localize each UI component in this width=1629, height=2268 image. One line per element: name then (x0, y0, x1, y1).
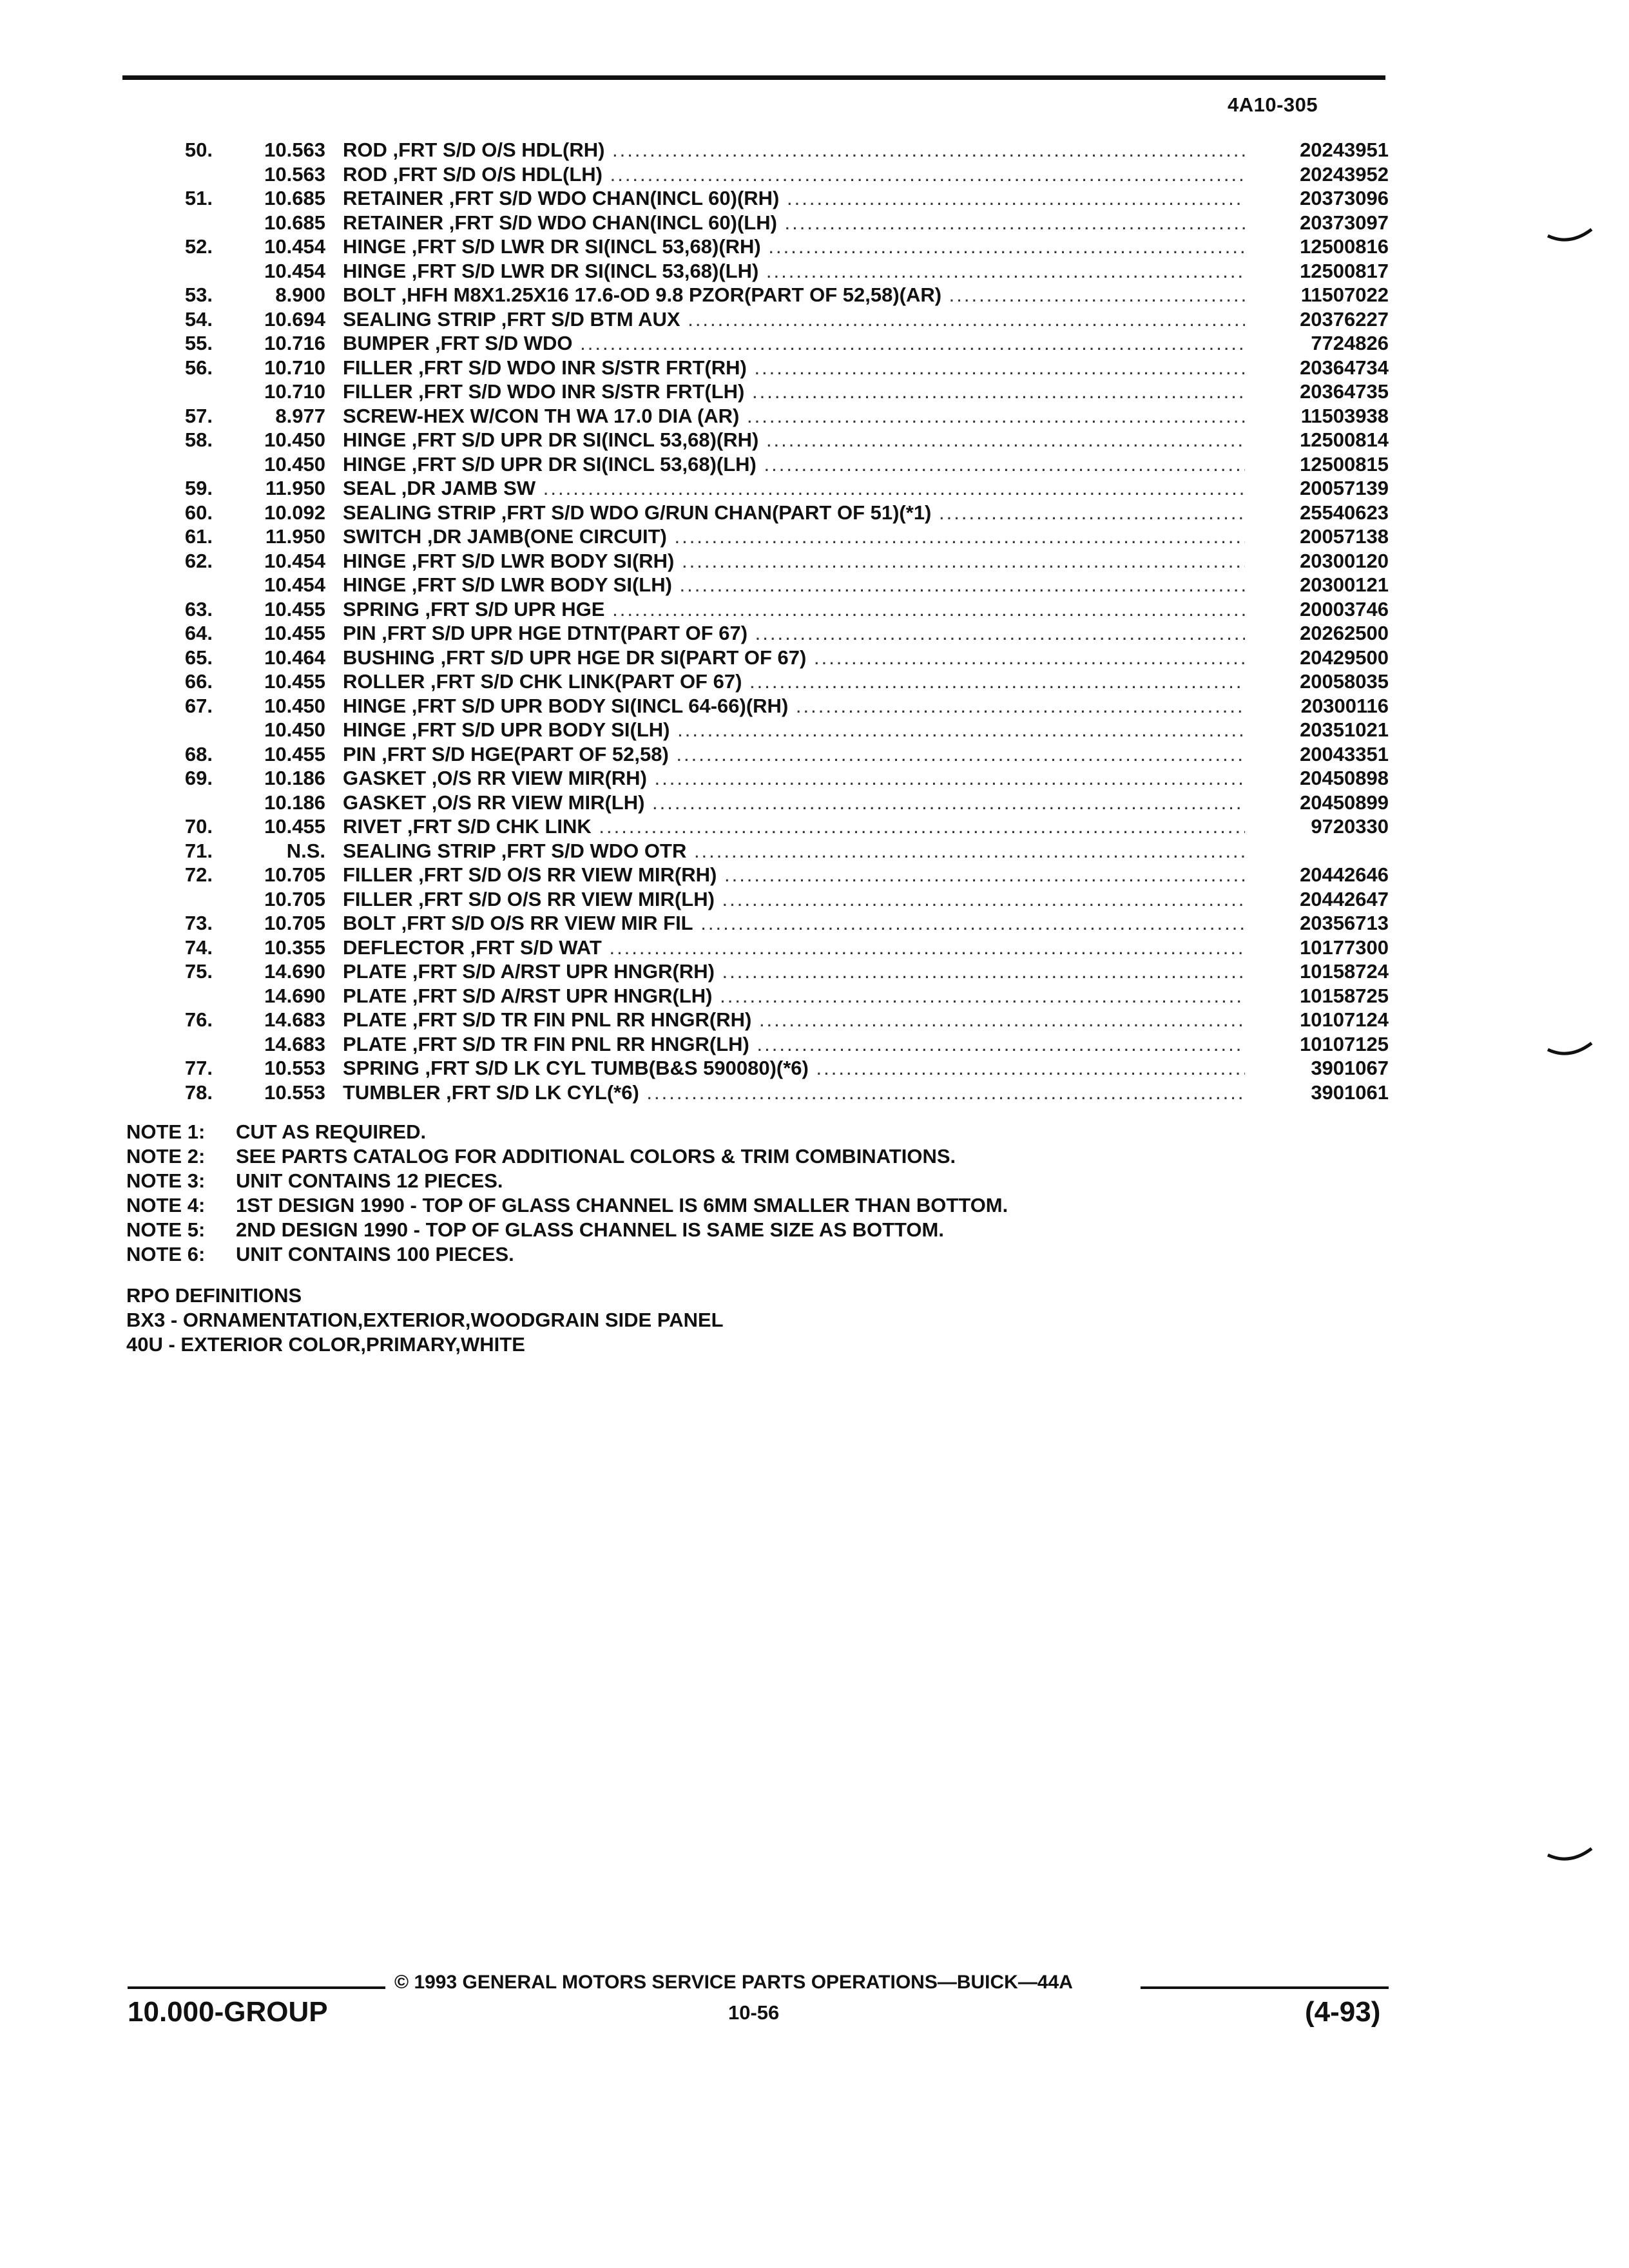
binder-tick-mark (1547, 1846, 1593, 1864)
part-number: 20373096 (1247, 186, 1389, 211)
item-number: 55. (184, 332, 213, 354)
note-line (126, 1169, 1351, 1193)
part-description: FILLER ,FRT S/D O/S RR VIEW MIR(RH) ..... (343, 863, 1245, 887)
part-description: ROLLER ,FRT S/D CHK LINK(PART OF 67) ..... (343, 669, 1245, 694)
part-description: HINGE ,FRT S/D LWR DR SI(INCL 53,68)(RH) ..... (343, 235, 1245, 259)
group-number: 8.900 (275, 284, 325, 306)
group-number: 10.455 (264, 670, 325, 693)
part-row (0, 235, 1629, 259)
item-number: 56. (184, 356, 213, 379)
group-number: 10.705 (264, 863, 325, 886)
part-row (0, 211, 1629, 235)
note-line (126, 1144, 1351, 1169)
part-row (0, 573, 1629, 597)
part-description: RIVET ,FRT S/D CHK LINK ..... (343, 814, 1245, 839)
part-number: 10158725 (1247, 984, 1389, 1008)
part-number: 25540623 (1247, 501, 1389, 525)
group-number: 10.455 (264, 597, 325, 620)
part-number: 20376227 (1247, 307, 1389, 332)
part-row (0, 1081, 1629, 1105)
part-description: BUSHING ,FRT S/D UPR HGE DR SI(PART OF 67) ..... (343, 646, 1245, 670)
part-number: 9720330 (1247, 814, 1389, 839)
item-number: 60. (184, 501, 213, 524)
note-text: 1ST DESIGN 1990 - TOP OF GLASS CHANNEL IS 6MM SMALLER THAN BOTTOM. (236, 1194, 1008, 1216)
part-description: HINGE ,FRT S/D LWR BODY SI(LH) ..... (343, 573, 1245, 597)
part-number: 20243951 (1247, 138, 1389, 162)
part-row (0, 162, 1629, 187)
note-tag: NOTE 1: (126, 1120, 206, 1143)
item-number: 57. (184, 404, 213, 427)
part-row (0, 718, 1629, 742)
part-row (0, 186, 1629, 211)
part-number: 20243952 (1247, 162, 1389, 187)
group-number: 10.450 (264, 428, 325, 451)
item-number: 51. (184, 187, 213, 209)
group-label: 10.000-GROUP (128, 1996, 328, 2028)
part-description: DEFLECTOR ,FRT S/D WAT ..... (343, 936, 1245, 960)
part-row (0, 138, 1629, 162)
part-description: BOLT ,FRT S/D O/S RR VIEW MIR FIL ..... (343, 911, 1245, 936)
item-number: 62. (184, 549, 213, 572)
part-number: 10107124 (1247, 1008, 1389, 1032)
part-description: HINGE ,FRT S/D UPR DR SI(INCL 53,68)(RH) ..... (343, 428, 1245, 452)
note-line (126, 1242, 1351, 1267)
part-number: 3901067 (1247, 1056, 1389, 1081)
group-number: 10.694 (264, 307, 325, 331)
part-number: 20450898 (1247, 766, 1389, 791)
part-number: 20300120 (1247, 549, 1389, 573)
part-description: FILLER ,FRT S/D O/S RR VIEW MIR(LH) ..... (343, 887, 1245, 912)
group-number: 11.950 (265, 477, 325, 499)
part-description: SEALING STRIP ,FRT S/D WDO G/RUN CHAN(PART OF 51)(*1) ..... (343, 501, 1245, 525)
part-number: 20364734 (1247, 356, 1389, 380)
part-description: SPRING ,FRT S/D UPR HGE ..... (343, 597, 1245, 622)
group-number: 10.563 (264, 139, 325, 161)
item-number: 53. (184, 284, 213, 306)
part-row (0, 307, 1629, 332)
note-tag: NOTE 3: (126, 1169, 206, 1192)
part-row (0, 1056, 1629, 1081)
item-number: 74. (184, 936, 213, 959)
part-row (0, 791, 1629, 815)
note-line (126, 1218, 1351, 1242)
item-number: 52. (184, 235, 213, 258)
part-row (0, 597, 1629, 622)
group-number: 14.683 (264, 1032, 325, 1055)
part-number: 20058035 (1247, 669, 1389, 694)
part-number: 20356713 (1247, 911, 1389, 936)
group-number: 10.455 (264, 622, 325, 644)
part-row (0, 404, 1629, 428)
part-number: 11503938 (1247, 404, 1389, 428)
note-tag: NOTE 6: (126, 1243, 206, 1265)
group-number: 10.454 (264, 573, 325, 596)
group-number: 11.950 (265, 525, 325, 548)
part-number: 20057138 (1247, 524, 1389, 549)
note-tag: NOTE 5: (126, 1218, 206, 1241)
part-description: GASKET ,O/S RR VIEW MIR(RH) ..... (343, 766, 1245, 791)
group-number: 10.455 (264, 815, 325, 838)
group-number: 10.710 (264, 380, 325, 403)
part-row (0, 524, 1629, 549)
item-number: 73. (184, 912, 213, 934)
part-description: HINGE ,FRT S/D LWR BODY SI(RH) ..... (343, 549, 1245, 573)
part-row (0, 259, 1629, 284)
item-number: 76. (184, 1008, 213, 1031)
part-row (0, 646, 1629, 670)
note-text: CUT AS REQUIRED. (236, 1120, 427, 1143)
item-number: 70. (184, 815, 213, 838)
part-description: HINGE ,FRT S/D UPR DR SI(INCL 53,68)(LH) ..... (343, 452, 1245, 477)
part-row (0, 356, 1629, 380)
note-line (126, 1193, 1351, 1218)
part-row (0, 283, 1629, 307)
part-description: PLATE ,FRT S/D TR FIN PNL RR HNGR(LH) ..... (343, 1032, 1245, 1057)
part-description: FILLER ,FRT S/D WDO INR S/STR FRT(LH) ..... (343, 380, 1245, 404)
page-number: 10-56 (728, 2001, 780, 2024)
part-number: 20450899 (1247, 791, 1389, 815)
part-description: RETAINER ,FRT S/D WDO CHAN(INCL 60)(RH) ..... (343, 186, 1245, 211)
note-text: UNIT CONTAINS 12 PIECES. (236, 1169, 503, 1192)
part-description: HINGE ,FRT S/D UPR BODY SI(LH) ..... (343, 718, 1245, 742)
item-number: 59. (184, 477, 213, 499)
part-description: PLATE ,FRT S/D A/RST UPR HNGR(LH) ..... (343, 984, 1245, 1008)
part-description: SCREW-HEX W/CON TH WA 17.0 DIA (AR) ..... (343, 404, 1245, 428)
note-line (126, 1120, 1351, 1144)
note-tag: NOTE 2: (126, 1145, 206, 1168)
group-number: 10.186 (264, 767, 325, 789)
part-description: PIN ,FRT S/D HGE(PART OF 52,58) ..... (343, 742, 1245, 767)
part-description: SEAL ,DR JAMB SW ..... (343, 476, 1245, 501)
part-row (0, 814, 1629, 839)
group-number: 10.553 (264, 1057, 325, 1079)
note-text: UNIT CONTAINS 100 PIECES. (236, 1243, 514, 1265)
part-row (0, 742, 1629, 767)
part-description: TUMBLER ,FRT S/D LK CYL(*6) ..... (343, 1081, 1245, 1105)
part-number: 20442647 (1247, 887, 1389, 912)
footer-rule-left (128, 1986, 385, 1989)
part-row (0, 452, 1629, 477)
group-number: 10.450 (264, 452, 325, 476)
item-number: 58. (184, 428, 213, 451)
part-number: 12500817 (1247, 259, 1389, 284)
item-number: 71. (184, 839, 213, 862)
note-tag: NOTE 4: (126, 1194, 206, 1216)
part-number: 20300121 (1247, 573, 1389, 597)
part-number: 7724826 (1247, 331, 1389, 356)
part-row (0, 428, 1629, 452)
part-row (0, 621, 1629, 646)
group-number: 10.464 (264, 646, 325, 669)
rpo-item: 40U - EXTERIOR COLOR,PRIMARY,WHITE (126, 1333, 525, 1356)
part-description: RETAINER ,FRT S/D WDO CHAN(INCL 60)(LH) ..... (343, 211, 1245, 235)
group-number: 10.553 (264, 1081, 325, 1104)
item-number: 75. (184, 960, 213, 983)
part-number: 3901061 (1247, 1081, 1389, 1105)
group-number: N.S. (286, 839, 325, 862)
part-row (0, 911, 1629, 936)
part-row (0, 501, 1629, 525)
item-number: 69. (184, 767, 213, 789)
date-code: (4-93) (1305, 1996, 1381, 2028)
part-number: 20300116 (1247, 694, 1389, 718)
group-number: 10.186 (264, 791, 325, 814)
part-row (0, 959, 1629, 984)
part-number: 20442646 (1247, 863, 1389, 887)
part-description: HINGE ,FRT S/D UPR BODY SI(INCL 64-66)(RH) ..... (343, 694, 1245, 718)
group-number: 10.705 (264, 912, 325, 934)
part-description: SPRING ,FRT S/D LK CYL TUMB(B&S 590080)(*6) ..... (343, 1056, 1245, 1081)
item-number: 66. (184, 670, 213, 693)
part-number: 20003746 (1247, 597, 1389, 622)
part-row (0, 839, 1629, 863)
part-number: 11507022 (1247, 283, 1389, 307)
part-number: 20057139 (1247, 476, 1389, 501)
part-number: 10158724 (1247, 959, 1389, 984)
group-number: 10.454 (264, 235, 325, 258)
group-number: 10.454 (264, 259, 325, 282)
notes-section (126, 1120, 1351, 1267)
part-description: FILLER ,FRT S/D WDO INR S/STR FRT(RH) ..... (343, 356, 1245, 380)
top-rule (122, 75, 1385, 80)
group-number: 10.355 (264, 936, 325, 959)
item-number: 61. (184, 525, 213, 548)
part-description: PLATE ,FRT S/D TR FIN PNL RR HNGR(RH) ..... (343, 1008, 1245, 1032)
part-description: PLATE ,FRT S/D A/RST UPR HNGR(RH) ..... (343, 959, 1245, 984)
binder-tick-mark (1547, 1041, 1593, 1059)
parts-list (0, 138, 1629, 1104)
part-number: 20262500 (1247, 621, 1389, 646)
group-number: 10.705 (264, 887, 325, 910)
rpo-definitions (126, 1283, 1351, 1357)
part-row (0, 476, 1629, 501)
part-description: ROD ,FRT S/D O/S HDL(LH) ..... (343, 162, 1245, 187)
part-row (0, 549, 1629, 573)
part-description: HINGE ,FRT S/D LWR DR SI(INCL 53,68)(LH) ..... (343, 259, 1245, 284)
part-description: SEALING STRIP ,FRT S/D WDO OTR ..... (343, 839, 1245, 863)
part-row (0, 1032, 1629, 1057)
part-description: SEALING STRIP ,FRT S/D BTM AUX ..... (343, 307, 1245, 332)
group-number: 10.685 (264, 211, 325, 234)
part-description: BOLT ,HFH M8X1.25X16 17.6-OD 9.8 PZOR(PART OF 52,58)(AR) ..... (343, 283, 1245, 307)
group-number: 10.450 (264, 694, 325, 717)
part-description: SWITCH ,DR JAMB(ONE CIRCUIT) ..... (343, 524, 1245, 549)
item-number: 50. (184, 139, 213, 161)
part-row (0, 766, 1629, 791)
part-description: BUMPER ,FRT S/D WDO ..... (343, 331, 1245, 356)
copyright-line: © 1993 GENERAL MOTORS SERVICE PARTS OPERATIONS—BUICK—44A (394, 1972, 1073, 1993)
part-row (0, 863, 1629, 887)
part-description: ROD ,FRT S/D O/S HDL(RH) ..... (343, 138, 1245, 162)
part-row (0, 331, 1629, 356)
group-number: 10.710 (264, 356, 325, 379)
part-row (0, 694, 1629, 718)
part-number: 12500815 (1247, 452, 1389, 477)
rpo-heading: RPO DEFINITIONS (126, 1284, 302, 1307)
note-text: SEE PARTS CATALOG FOR ADDITIONAL COLORS & TRIM COMBINATIONS. (236, 1145, 956, 1168)
part-row (0, 984, 1629, 1008)
part-row (0, 887, 1629, 912)
group-number: 10.455 (264, 742, 325, 765)
group-number: 8.977 (275, 404, 325, 427)
part-row (0, 380, 1629, 404)
part-number: 20373097 (1247, 211, 1389, 235)
item-number: 78. (184, 1081, 213, 1104)
part-row (0, 1008, 1629, 1032)
part-number: 20351021 (1247, 718, 1389, 742)
part-description: PIN ,FRT S/D UPR HGE DTNT(PART OF 67) ..... (343, 621, 1245, 646)
item-number: 68. (184, 742, 213, 765)
group-number: 10.454 (264, 549, 325, 572)
group-number: 14.690 (264, 960, 325, 983)
note-text: 2ND DESIGN 1990 - TOP OF GLASS CHANNEL IS SAME SIZE AS BOTTOM. (236, 1218, 944, 1241)
group-number: 10.563 (264, 162, 325, 186)
part-number: 20364735 (1247, 380, 1389, 404)
part-number: 12500814 (1247, 428, 1389, 452)
item-number: 67. (184, 694, 213, 717)
part-row (0, 669, 1629, 694)
binder-tick-mark (1547, 227, 1593, 245)
part-number: 20429500 (1247, 646, 1389, 670)
rpo-item: BX3 - ORNAMENTATION,EXTERIOR,WOODGRAIN SIDE PANEL (126, 1309, 724, 1331)
part-number: 10177300 (1247, 936, 1389, 960)
item-number: 64. (184, 622, 213, 644)
part-number: 12500816 (1247, 235, 1389, 259)
item-number: 54. (184, 307, 213, 331)
part-row (0, 936, 1629, 960)
group-number: 10.092 (264, 501, 325, 524)
group-number: 14.690 (264, 984, 325, 1007)
part-number: 20043351 (1247, 742, 1389, 767)
page-code: 4A10-305 (1228, 93, 1318, 116)
part-number: 10107125 (1247, 1032, 1389, 1057)
item-number: 77. (184, 1057, 213, 1079)
item-number: 72. (184, 863, 213, 886)
part-description: GASKET ,O/S RR VIEW MIR(LH) ..... (343, 791, 1245, 815)
group-number: 10.685 (264, 187, 325, 209)
group-number: 10.716 (264, 332, 325, 354)
item-number: 63. (184, 597, 213, 620)
group-number: 10.450 (264, 718, 325, 741)
footer-rule-right (1141, 1986, 1389, 1989)
group-number: 14.683 (264, 1008, 325, 1031)
item-number: 65. (184, 646, 213, 669)
